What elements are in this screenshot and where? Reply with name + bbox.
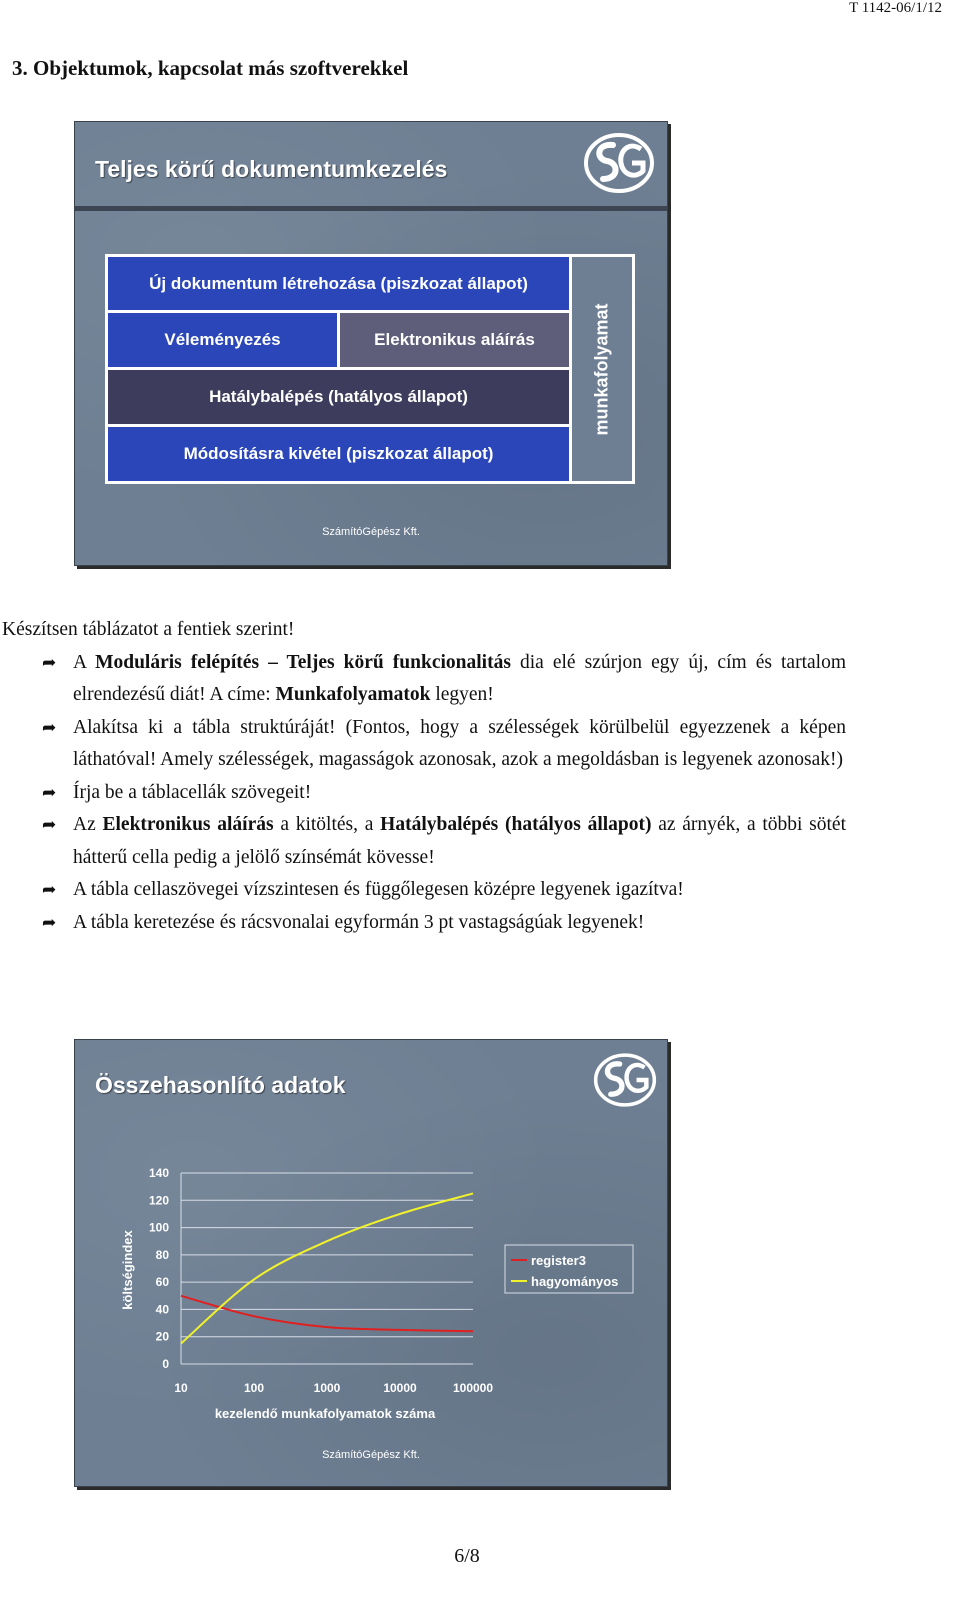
cell-new-document: Új dokumentum létrehozása (piszkozat állapot) <box>108 257 572 313</box>
workflow-table <box>105 254 635 484</box>
x-tick-label: 100 <box>243 1381 265 1395</box>
instruction-text: legyen! <box>430 684 494 705</box>
emphasis-text: Munkafolyamatok <box>275 684 431 705</box>
instruction-text: A tábla keretezése és rácsvonalai egyformán 3 pt vastagságúak legyenek! <box>73 911 645 933</box>
instructions-intro: Készítsen táblázatot a fentiek szerint! <box>2 619 295 640</box>
y-axis-label: költségindex <box>120 1230 135 1310</box>
legend-label: hagyományos <box>531 1274 619 1289</box>
workflow-label: munkafolyamat <box>591 302 612 436</box>
y-tick-label: 60 <box>155 1275 169 1290</box>
emphasis-text: Elektronikus aláírás <box>102 814 274 835</box>
instruction-item <box>0 647 846 712</box>
cell-modification: Módosításra kivétel (piszkozat állapot) <box>108 427 572 481</box>
instruction-text: Az <box>73 814 103 835</box>
legend-label: register3 <box>531 1253 586 1268</box>
arrow-bullet-icon: ➦ <box>42 717 57 737</box>
arrow-bullet-icon: ➦ <box>42 912 57 932</box>
x-tick-label: 100000 <box>452 1381 494 1395</box>
cell-effective: Hatálybalépés (hatályos állapot) <box>108 370 572 427</box>
arrow-bullet-icon: ➦ <box>42 815 57 834</box>
chart-grid <box>181 1173 473 1364</box>
instruction-item <box>0 907 846 940</box>
y-tick-label: 0 <box>162 1357 169 1371</box>
y-tick-label: 100 <box>148 1220 169 1235</box>
series-line-hagyomanyos <box>181 1193 473 1343</box>
page-number: 6/8 <box>454 1545 480 1567</box>
y-tick-label: 40 <box>155 1302 169 1317</box>
slide-footer: SzámítóGépész Kft. <box>322 526 420 538</box>
arrow-bullet-icon: ➦ <box>42 782 57 802</box>
title-divider <box>75 206 667 211</box>
slide-document-management <box>74 121 668 566</box>
slide-title: Összehasonlító adatok <box>95 1072 346 1098</box>
y-tick-label: 140 <box>148 1166 169 1180</box>
cell-workflow <box>572 257 632 481</box>
instruction-text: Alakítsa ki a tábla struktúráját! (Fontos, hogy a szélességek körülbelül egyezzenek a képen láthatóval! Amely szélességek, magasságok azonosak, azok a megoldásban is legyenek azonosak!) <box>73 716 846 770</box>
instruction-text: A <box>73 651 96 673</box>
x-tick-label: 10000 <box>383 1381 417 1395</box>
x-tick-labels <box>174 1381 493 1395</box>
instructions <box>0 614 846 939</box>
document-code: T 1142-06/1/12 <box>849 0 942 16</box>
arrow-bullet-icon: ➦ <box>42 880 57 899</box>
emphasis-text: Moduláris felépítés – Teljes körű funkcionalitás <box>95 651 511 673</box>
slide-comparison <box>74 1039 668 1487</box>
instruction-text: Írja be a táblacellák szövegeit! <box>73 781 312 803</box>
x-tick-label: 1000 <box>313 1381 341 1395</box>
instruction-text: dia elé szúrjon egy új, cím és tartalom elrendezésű diát! A címe: <box>73 651 846 705</box>
instruction-text: az árnyék, a többi sötét hátterű cella pedig a jelölő színsémát kövesse! <box>73 814 847 868</box>
cell-review: Véleményezés <box>108 313 340 370</box>
emphasis-text: Hatálybalépés (hatályos állapot) <box>380 814 652 835</box>
instruction-text: A tábla cellaszövegei vízszintesen és függőlegesen középre legyenek igazítva! <box>73 879 684 900</box>
instruction-item <box>0 777 846 810</box>
instruction-item <box>0 809 846 874</box>
cell-electronic-signature: Elektronikus aláírás <box>340 313 572 370</box>
x-tick-label: 10 <box>174 1381 188 1395</box>
arrow-bullet-icon: ➦ <box>42 652 57 672</box>
series-line-register3 <box>181 1296 473 1331</box>
y-tick-label: 80 <box>155 1247 169 1262</box>
instruction-item <box>0 712 846 777</box>
slide-title: Teljes körű dokumentumkezelés <box>95 156 448 182</box>
slide-footer: SzámítóGépész Kft. <box>322 1449 420 1461</box>
y-tick-label: 120 <box>148 1193 169 1208</box>
chart-series <box>181 1193 473 1343</box>
section-title: 3. Objektumok, kapcsolat más szoftverekkel <box>12 56 409 80</box>
chart-legend <box>505 1245 633 1293</box>
x-axis-label: kezelendő munkafolyamatok száma <box>214 1406 436 1421</box>
sg-logo-icon <box>583 130 655 196</box>
cost-index-chart <box>75 1040 667 1486</box>
instruction-list <box>0 647 846 940</box>
y-tick-labels <box>149 1166 169 1371</box>
instruction-text: a kitöltés, a <box>273 814 381 835</box>
y-tick-label: 20 <box>155 1329 169 1344</box>
instruction-item <box>0 874 846 907</box>
